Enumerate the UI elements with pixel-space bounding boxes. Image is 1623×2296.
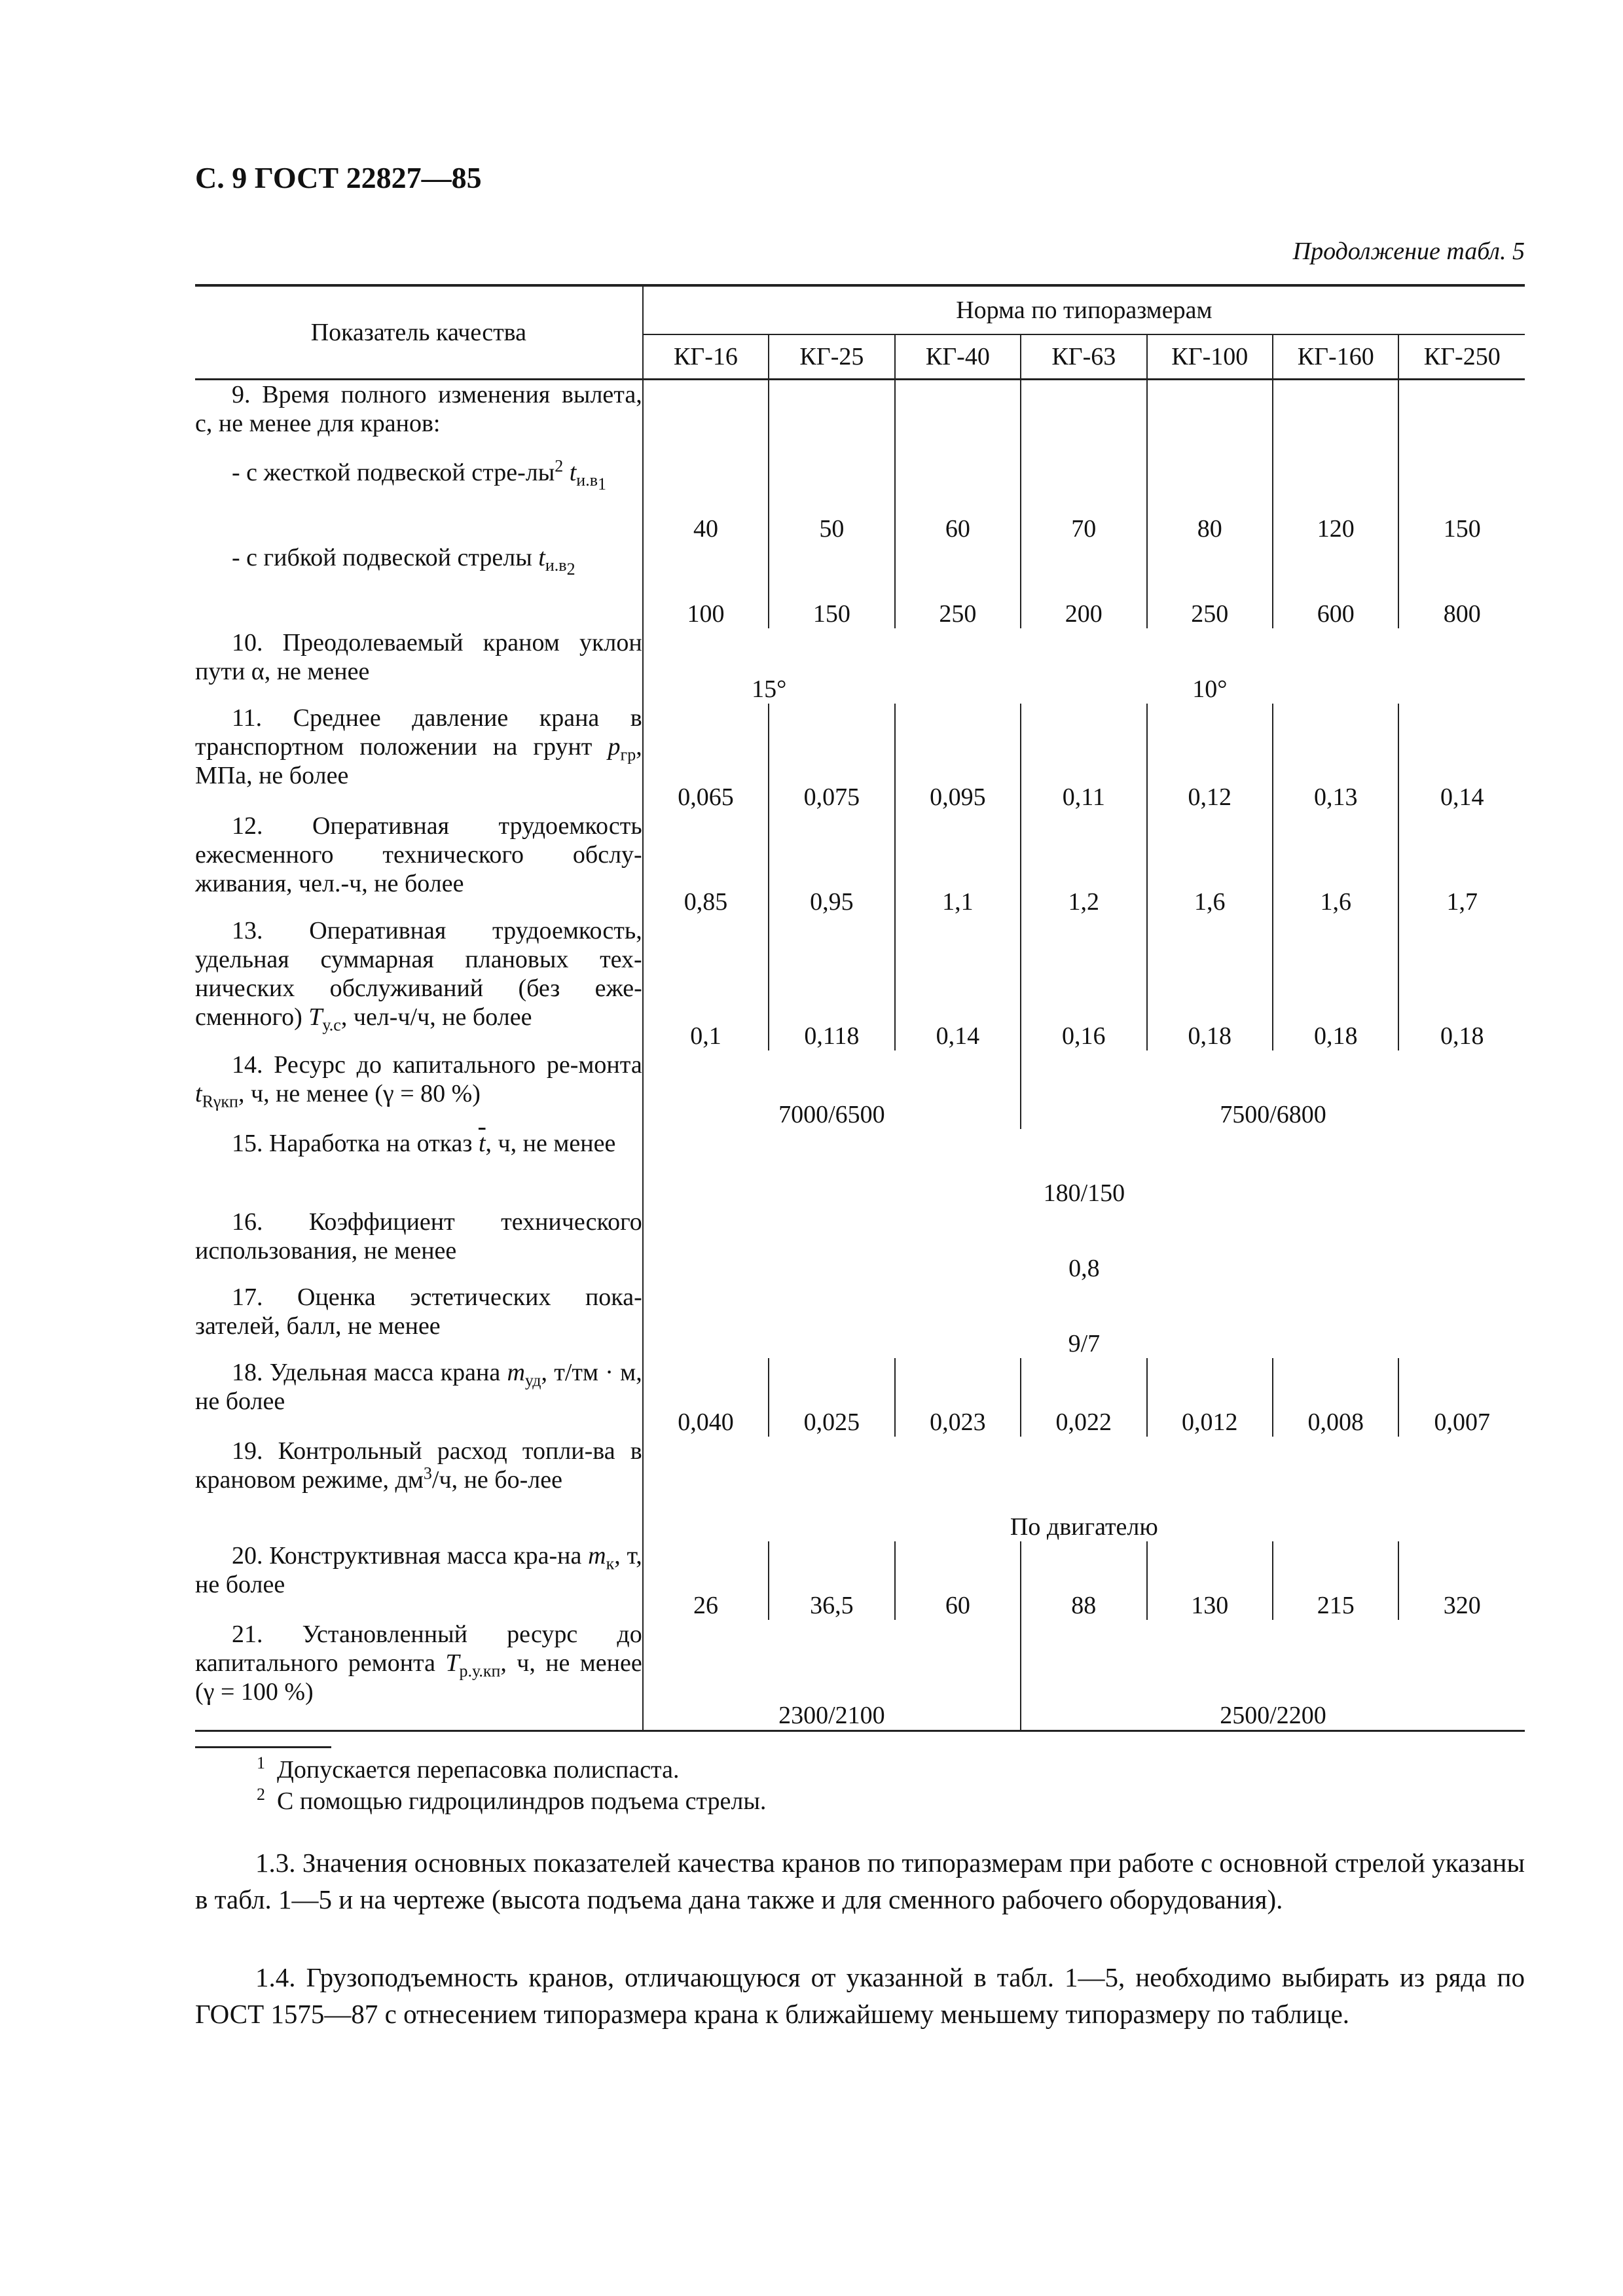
- table-cell: 0,008: [1273, 1358, 1398, 1437]
- table-row: [195, 628, 1525, 704]
- table-cell: 100: [687, 600, 725, 628]
- table-cell: 1,7: [1398, 812, 1525, 916]
- table-cell: 0,11: [1021, 704, 1146, 812]
- row-label: 11. Среднее давление крана в транспортном положении на грунт $p_{гр}$, МПа, не более: [195, 704, 643, 812]
- table-row: [195, 1208, 1525, 1283]
- table-cell: 250: [895, 543, 1021, 628]
- size-header: КГ-160: [1273, 334, 1398, 380]
- row-label: 10. Преодолеваемый краном уклон пути α, не менее: [195, 628, 643, 704]
- table-cell: 36,5: [769, 1541, 894, 1620]
- footnote-separator: [195, 1746, 331, 1748]
- table-cell: 0,18: [1147, 916, 1273, 1050]
- row-label: 21. Установленный ресурс до капитального ремонта $T_{р.у.кп}$, ч, не менее (γ = 100 %): [195, 1620, 643, 1731]
- row-label: 17. Оценка эстетических пока-зателей, балл, не менее: [195, 1283, 643, 1358]
- footnote: $^2$ С помощью гидроцилиндров подъема стрелы.: [257, 1785, 767, 1815]
- table-cell: 2300/2100: [643, 1620, 1021, 1731]
- table-cell: 40: [693, 514, 718, 543]
- table-cell: 120: [1273, 458, 1398, 543]
- table-cell: 15°: [752, 675, 787, 703]
- paragraph-1-4: 1.4. Грузоподъемность кранов, отличающуюся от указанной в табл. 1—5, необходимо выбирать из ряда по ГОСТ 1575—87 с отнесением типоразмера крана к ближайшему меньшему типоразмеру по таблице.: [195, 1962, 1525, 2029]
- table-cell: 0,95: [769, 812, 894, 916]
- table-cell: 7000/6500: [778, 1100, 885, 1128]
- table-row: [195, 1283, 1525, 1358]
- table-cell: 7500/6800: [1021, 1050, 1525, 1129]
- table-cell: 0,118: [769, 916, 894, 1050]
- row-label: - с гибкой подвеской стрелы $t_{и.в_2}$: [195, 543, 643, 628]
- table-cell: 130: [1147, 1541, 1273, 1620]
- table-cell: 0,12: [1147, 704, 1273, 812]
- table-cell: 0,8: [1068, 1254, 1100, 1282]
- column-header-indicator: Показатель качества: [195, 285, 643, 380]
- table-cell: По двигателю: [1010, 1513, 1158, 1541]
- table-cell: 320: [1398, 1541, 1525, 1620]
- table-cell: 0,14: [895, 916, 1021, 1050]
- footnotes: [257, 1754, 766, 1817]
- row-label: 9. Время полного изменения вылета, с, не менее для кранов:: [195, 380, 643, 458]
- column-group-header: Норма по типоразмерам: [643, 285, 1525, 334]
- row-label: - с жесткой подвеской стре-$лы^2$ $t_{и.в_1}$: [195, 458, 643, 543]
- table-row: [195, 704, 1525, 812]
- row-label: 13. Оперативная трудоемкость, удельная суммарная плановых тех-нических обслуживаний (без еже-сменного) $T_{у.с}$, чел-ч/ч, не более: [195, 916, 643, 1050]
- size-header: КГ-16: [643, 334, 769, 380]
- table-row: [195, 1050, 1525, 1129]
- table-cell: 215: [1273, 1541, 1398, 1620]
- table-row: [195, 543, 1525, 628]
- table-cell: 60: [895, 458, 1021, 543]
- size-header: КГ-63: [1021, 334, 1146, 380]
- table-row: [195, 1437, 1525, 1541]
- row-label: 15. Наработка на отказ $\overline{t}$, ч, не менее: [195, 1129, 643, 1208]
- table-cell: 0,13: [1273, 704, 1398, 812]
- table-row: [195, 812, 1525, 916]
- table-cell: 0,14: [1398, 704, 1525, 812]
- table-row: [195, 916, 1525, 1050]
- table-cell: 0,022: [1021, 1358, 1146, 1437]
- table-cell: 0,040: [678, 1408, 734, 1436]
- table-cell: 1,1: [895, 812, 1021, 916]
- table-cell: 180/150: [1043, 1179, 1125, 1207]
- size-header: КГ-40: [895, 334, 1021, 380]
- paragraph-1-3: 1.3. Значения основных показателей качества кранов по типоразмерам при работе с основной стрелой указаны в табл. 1—5 и на чертеже (высота подъема дана также и для сменного рабочего оборудования).: [195, 1848, 1525, 1914]
- table-cell: 50: [769, 458, 894, 543]
- table-cell: 0,1: [690, 1022, 721, 1050]
- table-cell: 150: [1398, 458, 1525, 543]
- table-cell: 60: [895, 1541, 1021, 1620]
- table-cell: 88: [1021, 1541, 1146, 1620]
- table-row: [195, 1129, 1525, 1208]
- table-cell: 0,075: [769, 704, 894, 812]
- table-cell: 0,85: [684, 888, 728, 916]
- row-label: 14. Ресурс до капитального ре-монта $t_{R\gamma кп}$, ч, не менее (γ = 80 %): [195, 1050, 643, 1129]
- table-cell: 600: [1273, 543, 1398, 628]
- size-header: КГ-250: [1398, 334, 1525, 380]
- table-cell: 80: [1147, 458, 1273, 543]
- table-cell: 70: [1021, 458, 1146, 543]
- table-cell: 0,18: [1273, 916, 1398, 1050]
- size-header: КГ-100: [1147, 334, 1273, 380]
- row-label: 12. Оперативная трудоемкость ежесменного технического обслу-живания, чел.-ч, не более: [195, 812, 643, 916]
- table-cell: 0,007: [1398, 1358, 1525, 1437]
- table-cell: 0,012: [1147, 1358, 1273, 1437]
- table-cell: 26: [693, 1591, 718, 1619]
- row-label: 16. Коэффициент технического использования, не менее: [195, 1208, 643, 1283]
- row-label: 19. Контрольный расход топли-ва в крановом режиме, $дм^3/ч$, не бо-лее: [195, 1437, 643, 1541]
- table-row: [195, 1620, 1525, 1731]
- table-cell: 1,6: [1273, 812, 1398, 916]
- table-row: [195, 458, 1525, 543]
- table-cell: 1,6: [1147, 812, 1273, 916]
- row-label: 20. Конструктивная масса кра-на $m_к$, т, не более: [195, 1541, 643, 1620]
- table-continuation-label: Продолжение табл. 5: [1292, 238, 1525, 265]
- table-cell: 800: [1398, 543, 1525, 628]
- table-row: [195, 1358, 1525, 1437]
- table-cell: 0,18: [1398, 916, 1525, 1050]
- row-label: 18. Удельная масса крана $m_{уд}$, т/тм · м, не более: [195, 1358, 643, 1437]
- table-cell: 2500/2200: [1021, 1620, 1525, 1731]
- table-cell: 150: [769, 543, 894, 628]
- quality-table: [195, 284, 1525, 1732]
- table-cell: 0,16: [1021, 916, 1146, 1050]
- table-cell: 9/7: [1068, 1329, 1101, 1357]
- table-row: [195, 380, 1525, 458]
- table-row: [195, 1541, 1525, 1620]
- table-cell: 0,065: [678, 783, 734, 811]
- table-cell: 0,023: [895, 1358, 1021, 1437]
- table-cell: 200: [1021, 543, 1146, 628]
- table-cell: 0,025: [769, 1358, 894, 1437]
- table-cell: 250: [1147, 543, 1273, 628]
- table-cell: 1,2: [1021, 812, 1146, 916]
- size-header: КГ-25: [769, 334, 894, 380]
- table-cell: 10°: [1192, 675, 1228, 703]
- footnote: $^1$ Допускается перепасовка полиспаста.: [257, 1753, 680, 1784]
- page-header: С. 9 ГОСТ 22827—85: [195, 161, 482, 194]
- table-cell: 0,095: [895, 704, 1021, 812]
